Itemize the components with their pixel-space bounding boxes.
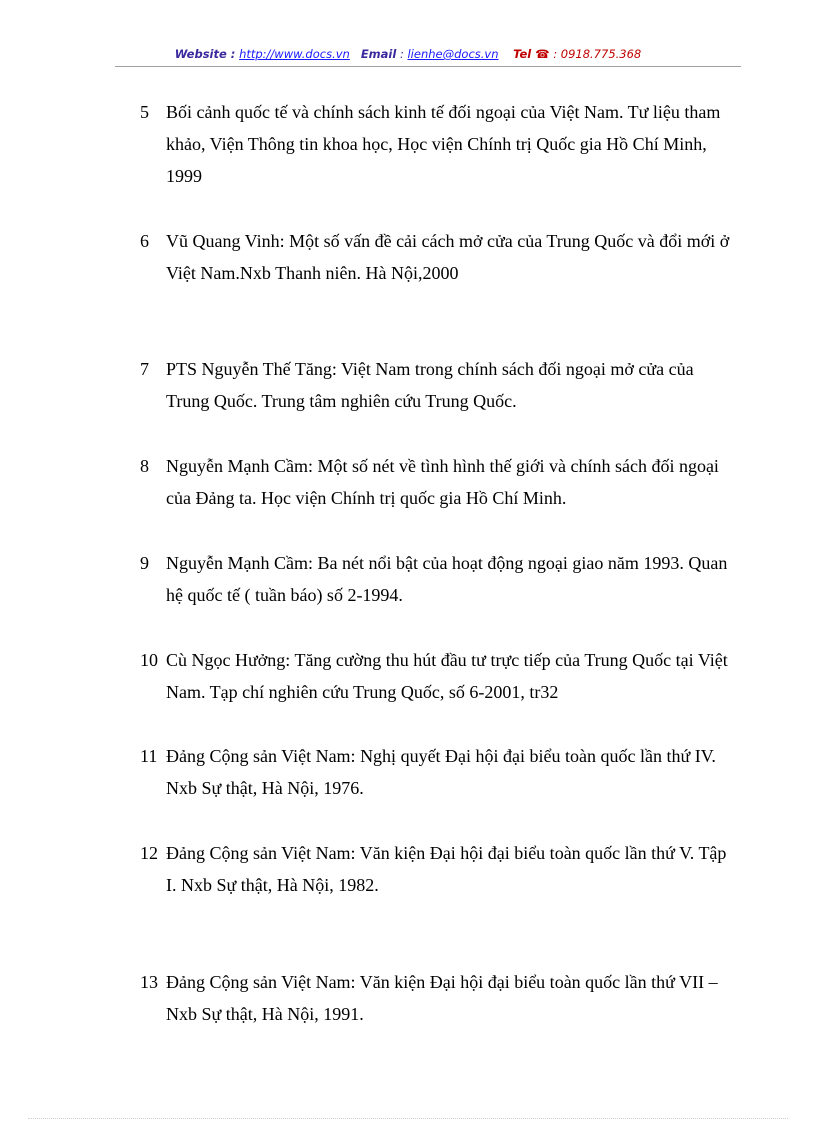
- reference-text: Đảng Cộng sản Việt Nam: Văn kiện Đại hội đại biểu toàn quốc lần thứ VII – Nxb Sự thật, Hà Nội, 1991.: [166, 972, 718, 1024]
- reference-item: [140, 837, 740, 901]
- reference-text: Đảng Cộng sản Việt Nam: Nghị quyết Đại hội đại biểu toàn quốc lần thứ IV. Nxb Sự thật, Hà Nội, 1976.: [166, 746, 716, 798]
- reference-text: Nguyễn Mạnh Cầm: Một số nét về tình hình thế giới và chính sách đối ngoại của Đảng ta. Học viện Chính trị quốc gia Hồ Chí Minh.: [166, 456, 719, 508]
- reference-text: Nguyễn Mạnh Cầm: Ba nét nổi bật của hoạt động ngoại giao năm 1993. Quan hệ quốc tế ( tuần báo) số 2-1994.: [166, 553, 728, 605]
- reference-item: [140, 225, 740, 289]
- reference-item: [140, 740, 740, 804]
- reference-number: 8: [140, 456, 149, 476]
- reference-number: 12: [140, 843, 158, 863]
- reference-item: [140, 644, 740, 708]
- reference-number: 13: [140, 972, 158, 992]
- email-separator: :: [399, 47, 404, 61]
- tel-number: : 0918.775.368: [553, 47, 642, 61]
- reference-number: 11: [140, 746, 158, 766]
- reference-number: 7: [140, 359, 149, 379]
- reference-number: 6: [140, 231, 149, 251]
- reference-text: Đảng Cộng sản Việt Nam: Văn kiện Đại hội đại biểu toàn quốc lần thứ V. Tập I. Nxb Sự thật, Hà Nội, 1982.: [166, 843, 727, 895]
- reference-text: Cù Ngọc Hưởng: Tăng cường thu hút đầu tư trực tiếp của Trung Quốc tại Việt Nam. Tạp chí nghiên cứu Trung Quốc, số 6-2001, tr32: [166, 650, 728, 702]
- reference-number: 9: [140, 553, 149, 573]
- website-link[interactable]: http://www.docs.vn: [239, 47, 350, 61]
- reference-item: [140, 450, 740, 514]
- reference-number: 5: [140, 102, 149, 122]
- reference-item: [140, 96, 740, 192]
- website-label: Website :: [174, 47, 236, 61]
- reference-item: [140, 966, 740, 1030]
- reference-text: Bối cảnh quốc tế và chính sách kinh tế đối ngoại của Việt Nam. Tư liệu tham khảo, Viện Thông tin khoa học, Học viện Chính trị Quốc gia Hồ Chí Minh, 1999: [166, 102, 721, 186]
- email-label: Email: [360, 47, 397, 61]
- reference-text: PTS Nguyễn Thế Tăng: Việt Nam trong chính sách đối ngoại mở cửa của Trung Quốc. Trung tâm nghiên cứu Trung Quốc.: [166, 359, 694, 411]
- reference-item: [140, 353, 740, 417]
- reference-text: Vũ Quang Vinh: Một số vấn đề cải cách mở cửa của Trung Quốc và đổi mới ở Việt Nam.Nxb Thanh niên. Hà Nội,2000: [166, 231, 730, 283]
- reference-number: 10: [140, 650, 158, 670]
- email-link[interactable]: lienhe@docs.vn: [407, 47, 499, 61]
- tel-label: Tel ☎: [513, 47, 550, 61]
- footer-divider: [28, 1118, 788, 1119]
- reference-item: [140, 547, 740, 611]
